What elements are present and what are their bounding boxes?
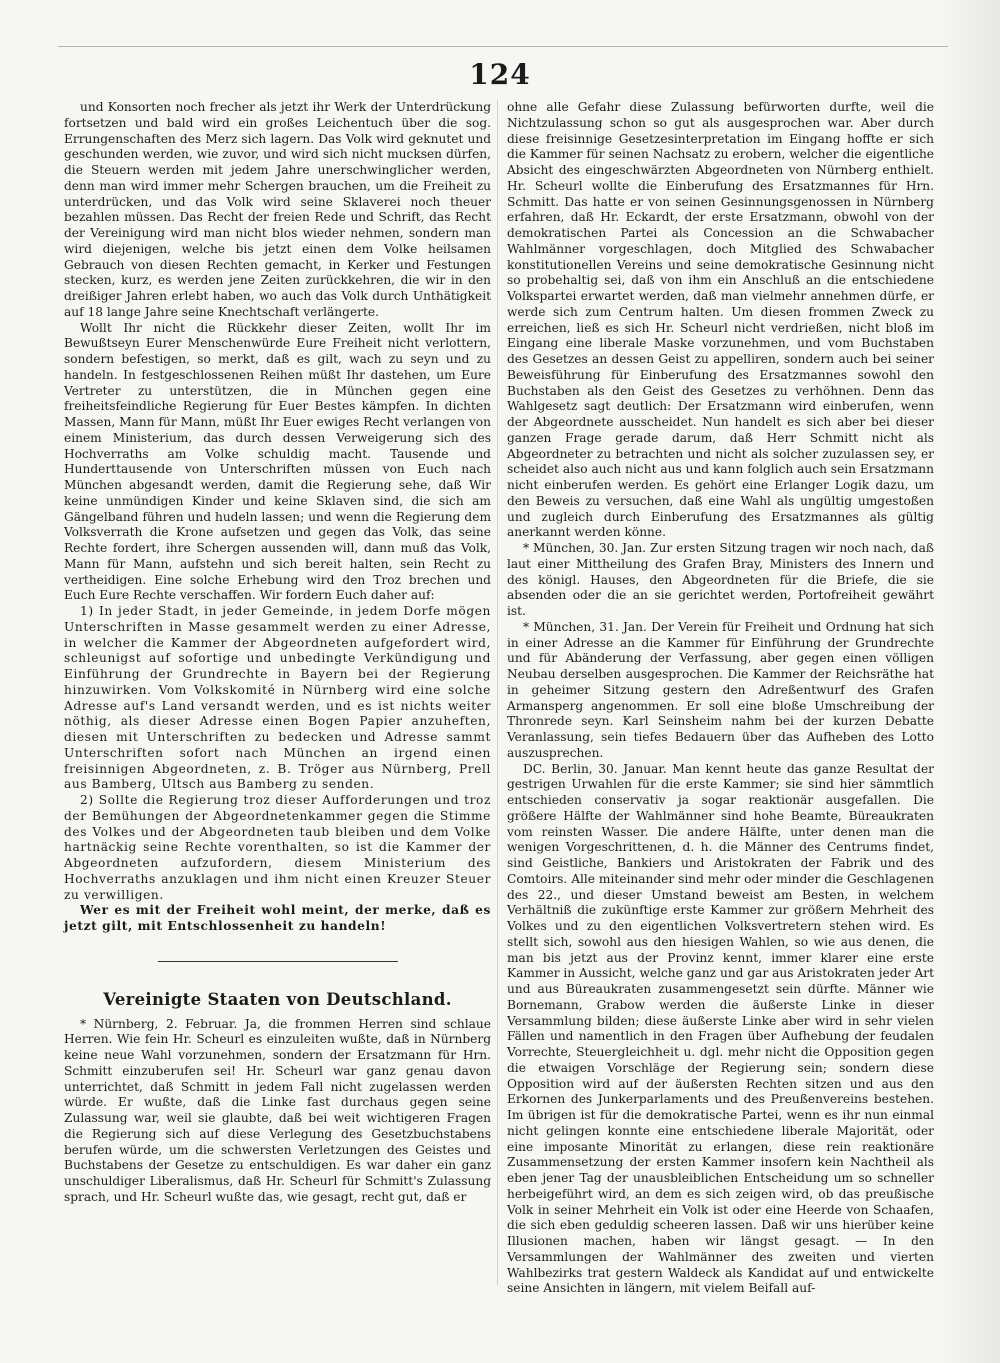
right-paragraph-2: * München, 30. Jan. Zur ersten Sitzung tragen wir noch nach, daß laut einer Mittheilung des Grafen Bray, Ministers des Innern und des königl. Hauses, den Abgeordneten für die Briefe, die sie absenden oder die an sie gerichtet werden, Portofreiheit gewährt ist. xyxy=(507,541,934,618)
right-column xyxy=(507,100,934,1297)
left-paragraph-2: Wollt Ihr nicht die Rückkehr dieser Zeiten, wollt Ihr im Bewußtseyn Eurer Menschenwürde Eure Freiheit nicht verlottern, sondern befestigen, so merkt, daß es gilt, wach zu seyn und zu handeln. In festgeschlossenen Reihen müßt Ihr dastehen, um Eure Vertreter zu unterstützen, die in München gegen eine freiheitsfeindliche Regierung für Euer Bestes kämpfen. In dichten Massen, Mann für Mann, müßt Ihr Euer ewiges Recht verlangen von einem Ministerium, das durch dessen Verweigerung sich des Hochverraths am Volke schuldig macht. Tausende und Hunderttausende von Unterschriften müssen von Euch nach München abgesandt werden, damit die Regierung sehe, daß Wir keine unmündigen Kinder und keine Sklaven sind, die sich am Gängelband führen und hudeln lassen; und wenn die Regierung dem Volksverrath die Krone aufsetzen und gegen das Volk, das seine Rechte fordert, ihre Schergen aussenden will, dann muß das Volk, Mann für Mann, aufstehn und sich bereit halten, sein Recht zu vertheidigen. Eine solche Erhebung wird den Troz brechen und Euch Eure Rechte verschaffen. Wir fordern Euch daher auf: xyxy=(64,320,491,603)
section-heading: Vereinigte Staaten von Deutschland. xyxy=(103,989,452,1009)
left-paragraph-1: und Konsorten noch frecher als jetzt ihr Werk der Unterdrückung fortsetzen und bald wird ein großes Leichentuch über die sog. Errungenschaften des Merz sich lagern. Das Volk wird geknutet und geschunden werden, wie zuvor, und wird sich nicht mucksen dürfen, die Steuern werden mit jedem Jahre unerschwinglicher werden, denn man wird immer mehr Schergen brauchen, um die Freiheit zu unterdrücken, und das Volk wird seine Sklaverei noch theuer bezahlen müssen. Das Recht der freien Rede und Schrift, das Recht der Vereinigung wird man nicht blos wieder nehmen, sondern man wird diejenigen, welche bis jetzt einen dem Volke heilsamen Gebrauch von diesen Rechten gemacht, in Kerker und Festungen stecken, kurz, es werden jene Zeiten zurückkehren, die wir in den dreißiger Jahren erlebt haben, wo auch das Volk durch Unthätigkeit auf 18 lange Jahre seine Knechtschaft verlängerte. xyxy=(64,100,491,319)
left-paragraph-4: 2) Sollte die Regierung troz dieser Aufforderungen und troz der Bemühungen der Abgeordnetenkammer gegen die Stimme des Volkes und der Abgeordneten taub bleiben und dem Volke hartnäckig seine Rechte vorenthalten, so ist die Kammer der Abgeordneten aufzufordern, diesem Ministerium des Hochverraths anzuklagen und ihm nicht einen Kreuzer Steuer zu verwilligen. xyxy=(64,793,491,902)
section-paragraph-1: * Nürnberg, 2. Februar. Ja, die frommen Herren sind schlaue Herren. Wie fein Hr. Scheurl es einzuleiten wußte, daß in Nürnberg keine neue Wahl vorzunehmen, sondern der Ersatzmann für Hrn. Schmitt einzuberufen sei! Hr. Scheurl war ganz genau davon unterrichtet, daß Schmitt in jedem Fall nicht zugelassen werden würde. Er wußte, daß die Linke fast durchaus gegen seine Zulassung war, weil sie glaubte, daß bei weit wichtigeren Fragen die Regierung sich auf diese Verlegung des Gesetzbuchstabens berufen würde, um die schwersten Verletzungen des Geistes und Buchstabens der Gesetze zu entschuldigen. Es war daher ein ganz unschuldiger Liberalismus, daß Hr. Scheurl für Schmitt's Zulassung sprach, und Hr. Scheurl wußte das, wie gesagt, recht gut, daß er xyxy=(64,1016,491,1204)
section-separator xyxy=(158,961,398,962)
page-edge-shadow xyxy=(942,0,1000,1363)
column-divider xyxy=(497,100,498,1285)
right-paragraph-1: ohne alle Gefahr diese Zulassung befürworten durfte, weil die Nichtzulassung schon so gut als ausgesprochen war. Aber durch diese freisinnige Gesetzesinterpretation im Eingang hoffte er sich die Kammer für seinen Nachsatz zu erobern, welcher die eigentliche Absicht des eingeschwärzten Abgeordneten von Nürnberg enthielt. Hr. Scheurl wollte die Einberufung des Ersatzmannes für Hrn. Schmitt. Das hatte er von seinen Gesinnungsgenossen in Nürnberg erfahren, daß Hr. Eckardt, der erste Ersatzmann, obwohl von der demokratischen Partei als Concession an die Schwabacher Wahlmänner vorgeschlagen, doch Mitglied des Schwabacher konstitutionellen Vereins und seine demokratische Gesinnung nicht so probehaltig sei, daß von ihm ein Anschluß an die entschiedene Volkspartei erwartet werden, daß man vielmehr annehmen dürfe, er werde sich zum Centrum halten. Um diesen frommen Zweck zu erreichen, ließ es sich Hr. Scheurl nicht verdrießen, nicht bloß im Eingang eine liberale Maske vorzunehmen, und vom Buchstaben des Gesetzes an dessen Geist zu appelliren, sondern auch bei seiner Beweisführung für Einberufung des Ersatzmannes sowohl den Buchstaben als den Geist des Gesetzes zu verhöhnen. Denn das Wahlgesetz sagt deutlich: Der Ersatzmann wird einberufen, wenn der Abgeordnete ausscheidet. Nun handelt es sich aber bei dieser ganzen Frage gerade darum, daß Herr Schmitt nicht als Abgeordneter zu betrachten und nicht als solcher zuzulassen sey, er scheidet also auch nicht aus und kann folglich auch sein Ersatzmann nicht einberufen werden. Es gehört eine Erlanger Logik dazu, um den Beweis zu versuchen, daß eine Wahl als ungültig umgestoßen und zugleich durch Einberufung des Ersatzmannes als gültig anerkannt werden könne. xyxy=(507,100,934,540)
top-rule xyxy=(58,46,948,47)
right-paragraph-4: DC. Berlin, 30. Januar. Man kennt heute das ganze Resultat der gestrigen Urwahlen für die erste Kammer; sie sind hier sämmtlich entschieden conservativ ja sogar reaktionär ausgefallen. Die größere Hälfte der Wahlmänner sind hohe Beamte, Büreaukraten vom reinsten Wasser. Die andere Hälfte, unter denen man die wenigen Vorgeschrittenen, d. h. die Männer des Centrums findet, sind Geistliche, Bankiers und Aristokraten der Fabrik und des Comtoirs. Alle miteinander sind mehr oder minder die Geschlagenen des 22., und dieser Umstand beweist am Besten, in welchem Verhältniß die zukünftige erste Kammer zur größern Mehrheit des Volkes und zu den eigentlichen Volksvertretern stehen wird. Es stellt sich, sowohl aus den hiesigen Wahlen, so wie aus denen, die man bis jetzt aus der Provinz kennt, immer klarer eine erste Kammer in Aussicht, welche ganz und gar aus Aristokraten jeder Art und aus Büreaukraten zusammengesetzt sein dürfte. Männer wie Bornemann, Grabow werden die äußerste Linke in dieser Versammlung bilden; diese äußerste Linke aber wird in sehr vielen Fällen und namentlich in den Fragen über Aufhebung der feudalen Vorrechte, Steuergleichheit u. dgl. mehr nicht die Opposition gegen die etwaigen Vorschläge der Regierung sein; sondern diese Opposition wird auf der äußersten Rechten sitzen und aus den Erkornen des Junkerparlaments und des Preußenvereins bestehen. Im übrigen ist für die demokratische Partei, wenn es ihr nun einmal nicht gelingen konnte eine entschiedene liberale Majorität, oder eine imposante Minorität zu erlangen, diese rein reaktionäre Zusammensetzung der ersten Kammer insofern kein Nachtheil als eben jener Tag der unausbleiblichen Entscheidung um so schneller herbeigeführt wird, an dem es sich zeigen wird, ob das preußische Volk in seiner Mehrheit ein Volk ist oder eine Heerde von Schaafen, die sich eben geduldig scheeren lassen. Daß wir uns hierüber keine Illusionen machen, haben wir längst gesagt. — In den Versammlungen der Wahlmänner des zweiten und vierten Wahlbezirks trat gestern Waldeck als Kandidat auf und entwickelte seine Ansichten in längern, mit vielem Beifall auf- xyxy=(507,761,934,1296)
right-paragraph-3: * München, 31. Jan. Der Verein für Freiheit und Ordnung hat sich in einer Adresse an die Kammer für Einführung der Grundrechte und für Abänderung der Verfassung, aber gegen einen völligen Neubau derselben ausgesprochen. Die Kammer der Reichsräthe hat in geheimer Sitzung gestern den Adreßentwurf des Grafen Armansperg angenommen. Er soll eine bloße Umschreibung der Thronrede seyn. Karl Seinsheim nahm bei der kurzen Debatte Veranlassung, sein tiefes Bedauern über das Aufheben des Lotto auszusprechen. xyxy=(507,619,934,760)
left-paragraph-3: 1) In jeder Stadt, in jeder Gemeinde, in jedem Dorfe mögen Unterschriften in Masse gesammelt werden zu einer Adresse, in welcher die Kammer der Abgeordneten aufgefordert wird, schleunigst auf sofortige und unbedingte Verkündigung und Einführung der Grundrechte in Bayern bei der Regierung hinzuwirken. Vom Volkskomité in Nürnberg wird eine solche Adresse auf's Land versandt werden, und es ist nichts weiter nöthig, als dieser Adresse einen Bogen Papier anzuheften, diesen mit Unterschriften zu bedecken und Adresse sammt Unterschriften sofort nach München an irgend einen freisinnigen Abgeordneten, z. B. Tröger aus Nürnberg, Prell aus Bamberg, Ultsch aus Bamberg zu senden. xyxy=(64,604,491,792)
left-column xyxy=(64,100,491,1206)
page-number: 124 xyxy=(469,58,531,91)
left-paragraph-5: Wer es mit der Freiheit wohl meint, der merke, daß es jetzt gilt, mit Entschlossenheit zu handeln! xyxy=(64,903,491,933)
